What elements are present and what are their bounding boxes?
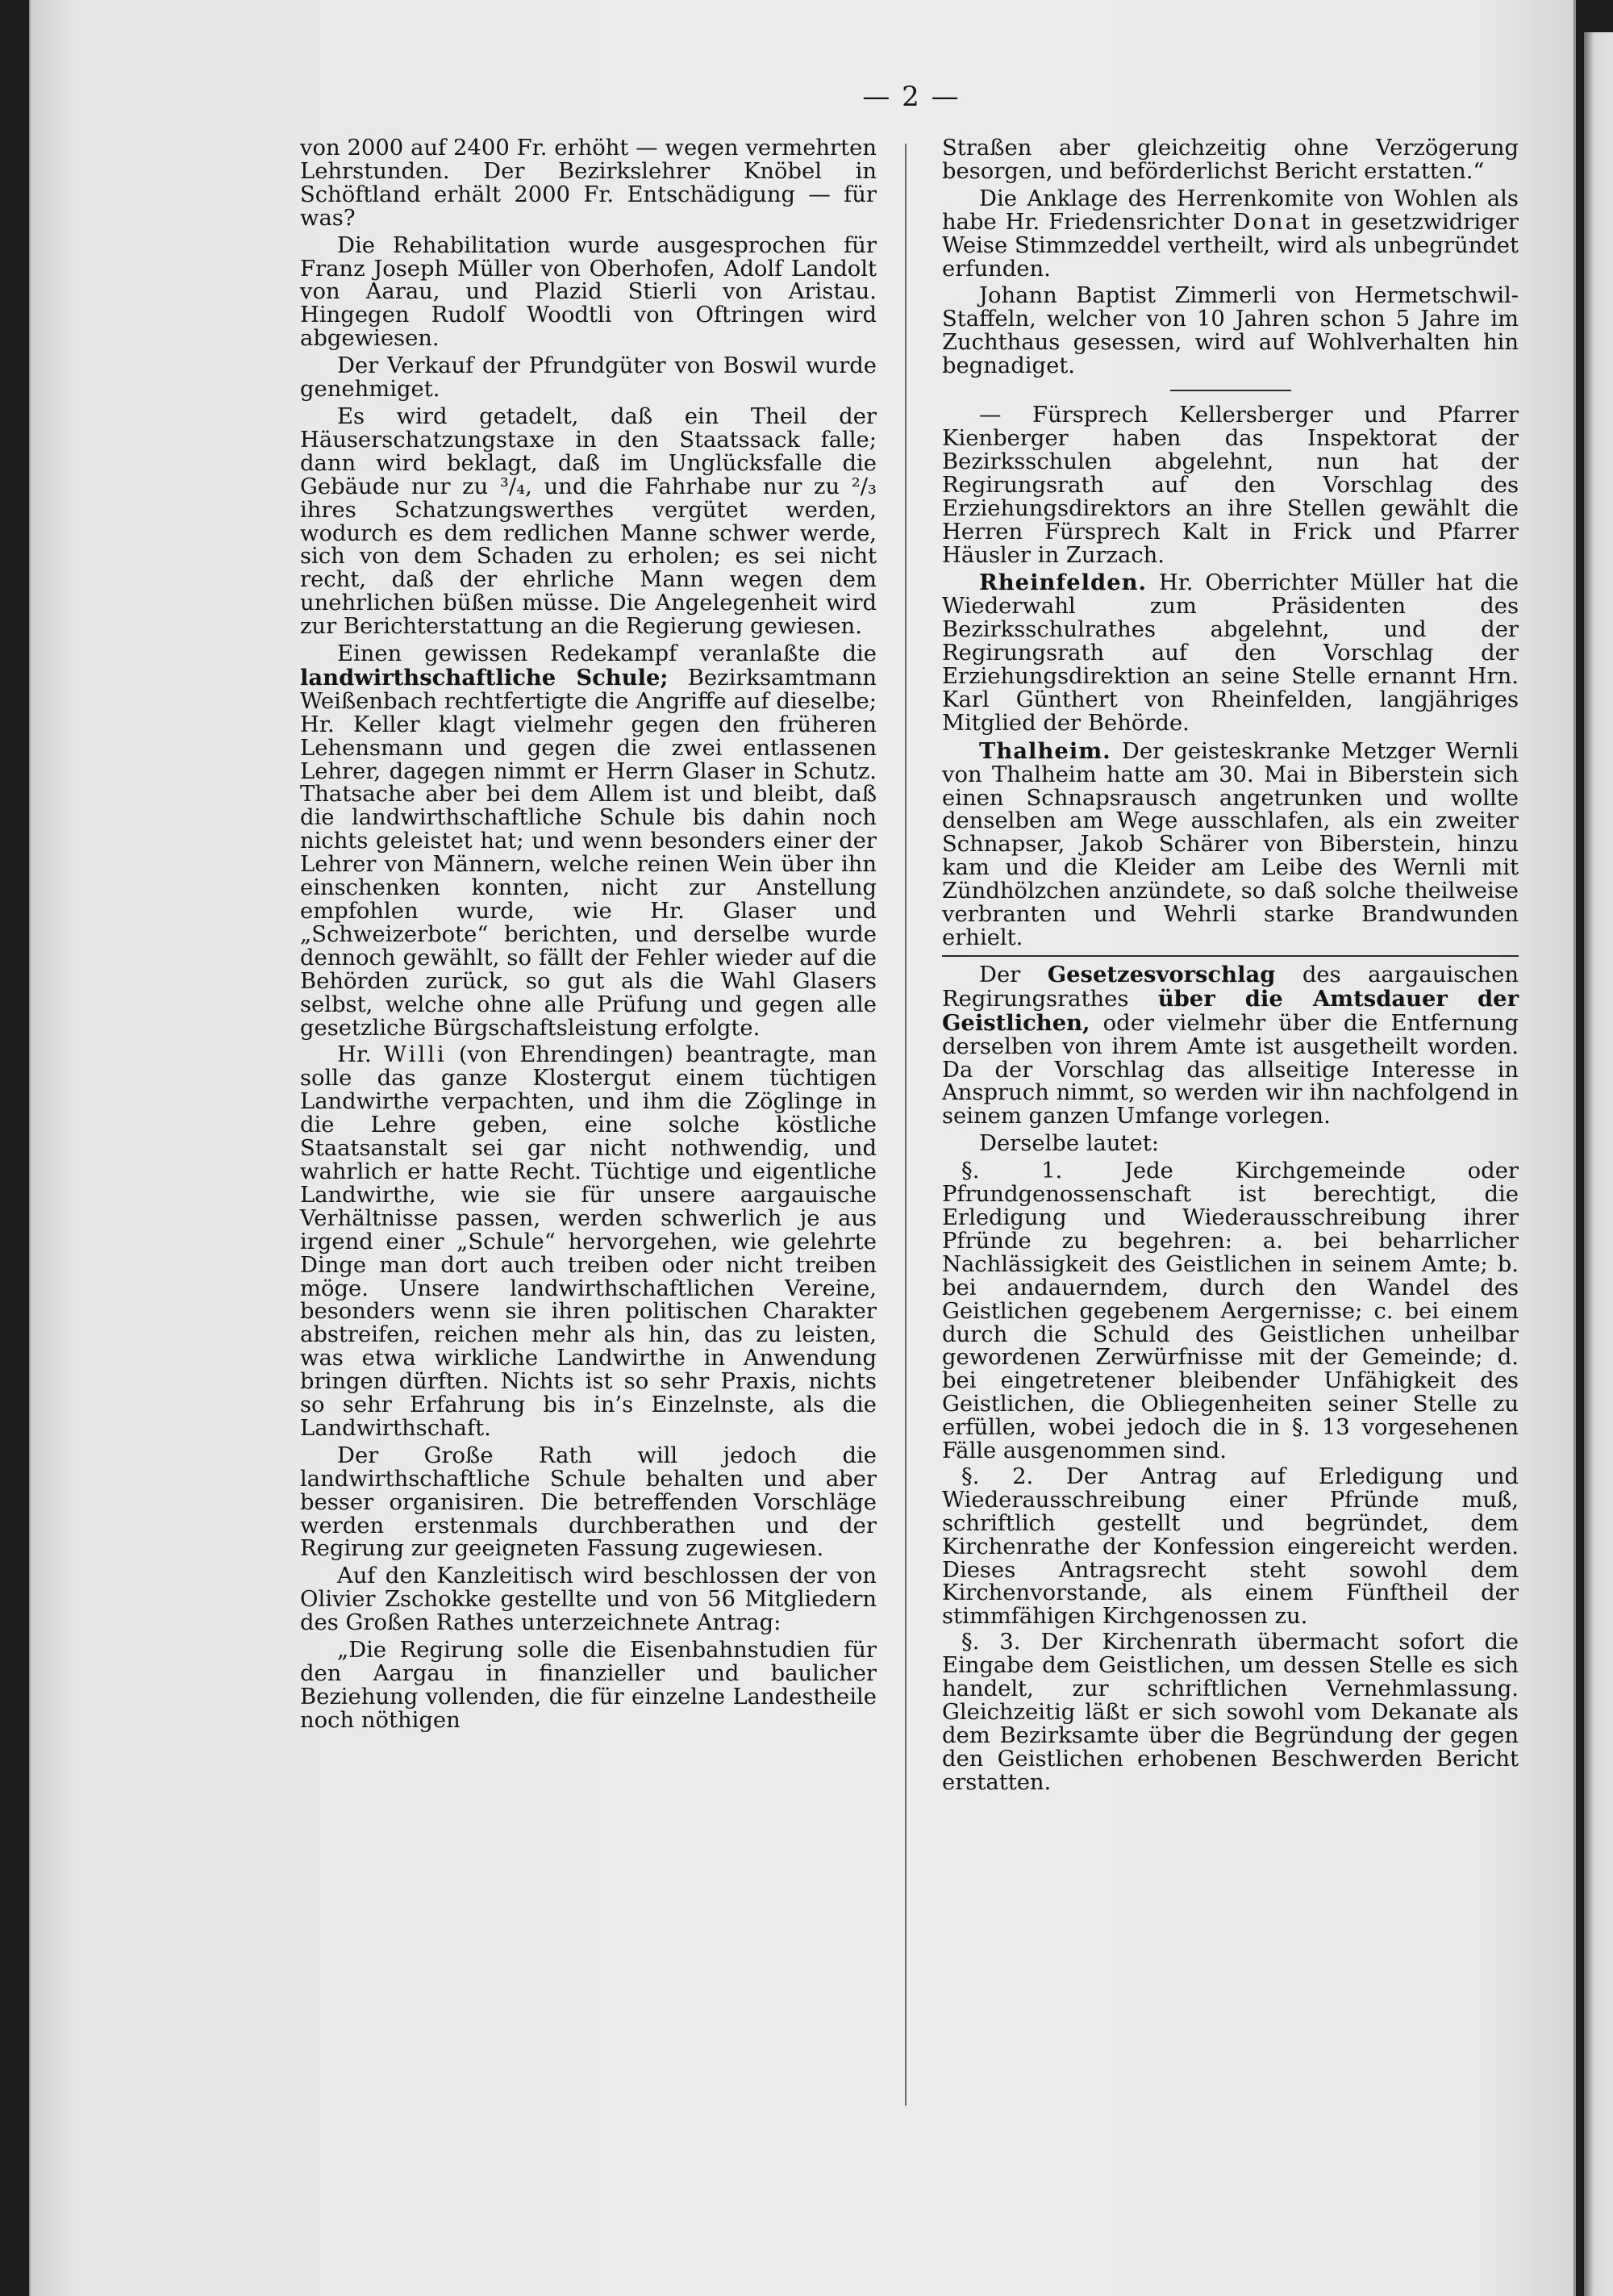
section-separator [1170,390,1291,391]
text-run: Hr. [337,1042,384,1068]
text-run: (von Ehrendingen) beantragte, man solle das ganze Klostergut einem tüchtigen Landwirthe verpachten, und ihm die Zöglinge in die Lehre geben, eine solche köstliche Staatsanstalt sei gar nicht nothwendig, und wahrlich er hatte Recht. Tüchtige und eigentliche Landwirthe, wie sie für unsere aargauische Verhältnisse passen, werden schwerlich je aus irgend einer „Schule“ hervorgehen, wie gelehrte Dinge man dort auch treiben oder nicht treiben möge. Unsere landwirthschaftlichen Vereine, besonders wenn sie ihren politischen Charakter abstreifen, reichen mehr als hin, das zu leisten, was etwa wirkliche Landwirthe in Anwendung bringen dürften. Nichts ist so sehr Praxis, nichts so sehr Erfahrung bis in’s Einzelnste, als die Landwirthschaft. [300,1042,877,1441]
paragraph: Es wird getadelt, daß ein Theil der Häuserschatzungstaxe in den Staatssack falle; dann wird beklagt, daß im Unglücksfalle die Gebäude nur zu ³/₄, und die Fahrhabe nur zu ²/₃ ihres Schatzungswerthes vergütet werden, wodurch es dem redlichen Manne schwer werde, sich von dem Schaden zu erholen; es sei nicht recht, daß der ehrliche Mann wegen dem unehrlichen büßen müsse. Die Angelegenheit wird zur Berichterstattung an die Regierung gewiesen. [300,403,877,640]
law-section: §. 1. Jede Kirchgemeinde oder Pfrundgenossenschaft ist berechtigt, die Erledigung und Wiederausschreibung ihrer Pfründe zu begehren: a. bei beharrlicher Nachlässigkeit des Geistlichen in seinem Amte; b. bei andauerndem, durch den Wandel des Geistlichen gegebenem Aergernisse; c. bei einem durch die Schuld des Geistlichen unheilbar gewordenen Zerwürfnisse mit der Gemeinde; d. bei eingetretener bleibender Unfähigkeit des Geistlichen, die Obliegenheiten seiner Stelle zu erfüllen, wobei jedoch die in §. 13 vorgesehenen Fälle ausgenommen sind. [942,1158,1519,1464]
paragraph [942,737,1519,950]
spaced-name: Donat [1232,209,1313,235]
paragraph [942,188,1519,282]
paragraph: Der Große Rath will jedoch die landwirthschaftliche Schule behalten und aber besser organisiren. Die betreffenden Vorschläge werden erstenmals durchberathen und der Regirung zur geeigneten Fassung zugewiesen. [300,1442,877,1562]
text-run: Hr. Oberrichter Müller hat die Wiederwahl zum Präsidenten des Bezirksschulrathes abgelehnt, und der Regirungsrath auf den Vorschlag der Erziehungsdirektion an seine Stelle ernannt Hrn. Karl Günthert von Rheinfelden, langjähriges Mitglied der Behörde. [942,570,1519,736]
text-run: Der [979,962,1048,987]
paragraph: Johann Baptist Zimmerli von Hermetschwil-Staffeln, welcher von 10 Jahren schon 5 Jahre im Zuchthaus gesessen, wird auf Wohlverhalten hin begnadiget. [942,283,1519,379]
place-heading: Rheinfelden. [979,570,1148,596]
left-column [300,137,877,1737]
paragraph [300,643,877,1040]
paragraph: — Fürsprech Kellersberger und Pfarrer Kienberger haben das Inspektorat der Bezirksschulen abgelehnt, nun hat der Regirungsrath auf den Vorschlag des Erziehungsdirektors an ihre Stellen gewählt die Herren Fürsprech Kalt in Frick und Pfarrer Häusler in Zurzach. [942,403,1519,568]
paragraph [942,571,1519,735]
paragraph: Auf den Kanzleitisch wird beschlossen der von Olivier Zschokke gestellte und von 56 Mitgliedern des Großen Rathes unterzeichnete Antrag: [300,1563,877,1636]
place-heading: Thalheim. [979,737,1111,764]
paragraph: Der Verkauf der Pfrundgüter von Boswil wurde genehmiget. [300,353,877,403]
paragraph [300,1044,877,1440]
text-run: Bezirksamtmann Weißenbach rechtfertigte die Angriffe auf dieselbe; Hr. Keller klagt vielmehr gegen den früheren Lehensmann und gegen die zwei entlassenen Lehrer, dagegen nimmt er Herrn Glaser in Schutz. Thatsache aber bei dem Allem ist und bleibt, daß die landwirthschaftliche Schule bis dahin noch nichts geleistet hat; und wenn besonders einer der Lehrer von Männern, welche reinen Wein über ihn einschenken konnten, nicht zur Anstellung empfohlen wurde, wie Hr. Glaser und „Schweizerbote“ berichten, und derselbe wurde dennoch gewählt, so fällt der Fehler wieder auf die Behörden zurück, so gut als die Wahl Glasers selbst, welche ohne alle Prüfung und gegen alle gesetzliche Bürgschaftsleistung erfolgte. [300,665,877,1041]
text-run: Einen gewissen Redekampf veranlaßte die [337,641,877,667]
law-section: §. 3. Der Kirchenrath übermacht sofort die Eingabe dem Geistlichen, um dessen Stelle es sich handelt, zur schriftlichen Vernehmlassung. Gleichzeitig läßt er sich sowohl vom Dekanate als dem Bezirksamte über die Begründung der gegen den Geistlichen erhobenen Beschwerden Bericht erstatten. [942,1630,1519,1795]
paragraph: Die Rehabilitation wurde ausgesprochen für Franz Joseph Müller von Oberhofen, Adolf Landolt von Aarau, und Plazid Stierli von Aristau. Hingegen Rudolf Woodtli von Oftringen wird abgewiesen. [300,232,877,352]
right-column [942,137,1519,1797]
emphasis-text: landwirthschaftliche Schule; [300,664,669,691]
text-run: oder vielmehr über die Entfernung derselben von ihrem Amte ist ausgetheilt worden. Da der Vorschlag das allseitige Interesse in Anspruch nimmt, so werden wir ihn nachfolgend in seinem ganzen Umfange vorlegen. [942,1010,1519,1129]
paragraph [942,963,1519,1129]
adjacent-page-edge [1584,32,1613,2296]
text-run: des aargauischen Regirungsrathes [942,962,1519,1012]
column-divider [905,144,907,2106]
paragraph: Derselbe lautet: [979,1131,1159,1157]
page-number: — 2 — [862,81,961,113]
paragraph: „Die Regirung solle die Eisenbahnstudien für den Aargau in finanzieller und baulicher Beziehung vollenden, die für einzelne Landestheile noch nöthigen [300,1638,877,1733]
text-run: Die Anklage des Herrenkomite von Wohlen als habe Hr. Friedensrichter [942,186,1519,235]
section-separator [942,955,1519,957]
paragraph: von 2000 auf 2400 Fr. erhöht — wegen vermehrten Lehrstunden. Der Bezirkslehrer Knöbel in Schöftland erhält 2000 Fr. Entschädigung — für was? [300,136,877,231]
law-section: §. 2. Der Antrag auf Erledigung und Wiederausschreibung einer Pfründe muß, schriftlich gestellt und begründet, dem Kirchenrathe der Konfession eingereicht werden. Dieses Antragsrecht steht sowohl dem Kirchenvorstande, als einem Fünftheil der stimmfähigen Kirchgenossen zu. [942,1463,1519,1630]
spaced-name: Willi [383,1042,447,1068]
text-run: in gesetzwidriger Weise Stimmzeddel vertheilt, wird als unbegründet erfunden. [942,209,1519,282]
emphasis-text: Gesetzesvorschlag [1047,961,1276,987]
paragraph: Straßen aber gleichzeitig ohne Verzögerung besorgen, und beförderlichst Bericht erstatten.“ [942,136,1519,184]
emphasis-text: über die Amtsdauer der Geistlichen, [942,985,1519,1036]
text-run: Der geisteskranke Metzger Wernli von Thalheim hatte am 30. Mai in Biberstein sich einen Schnapsrausch angetrunken und wollte denselben am Wege ausschlafen, als ein zweiter Schnapser, Jakob Schärer von Biberstein, hinzu kam und die Kleider am Leibe des Wernli mit Zündhölzchen anzündete, so daß solche theilweise verbranten und Wehrli starke Brandwunden erhielt. [942,738,1519,950]
